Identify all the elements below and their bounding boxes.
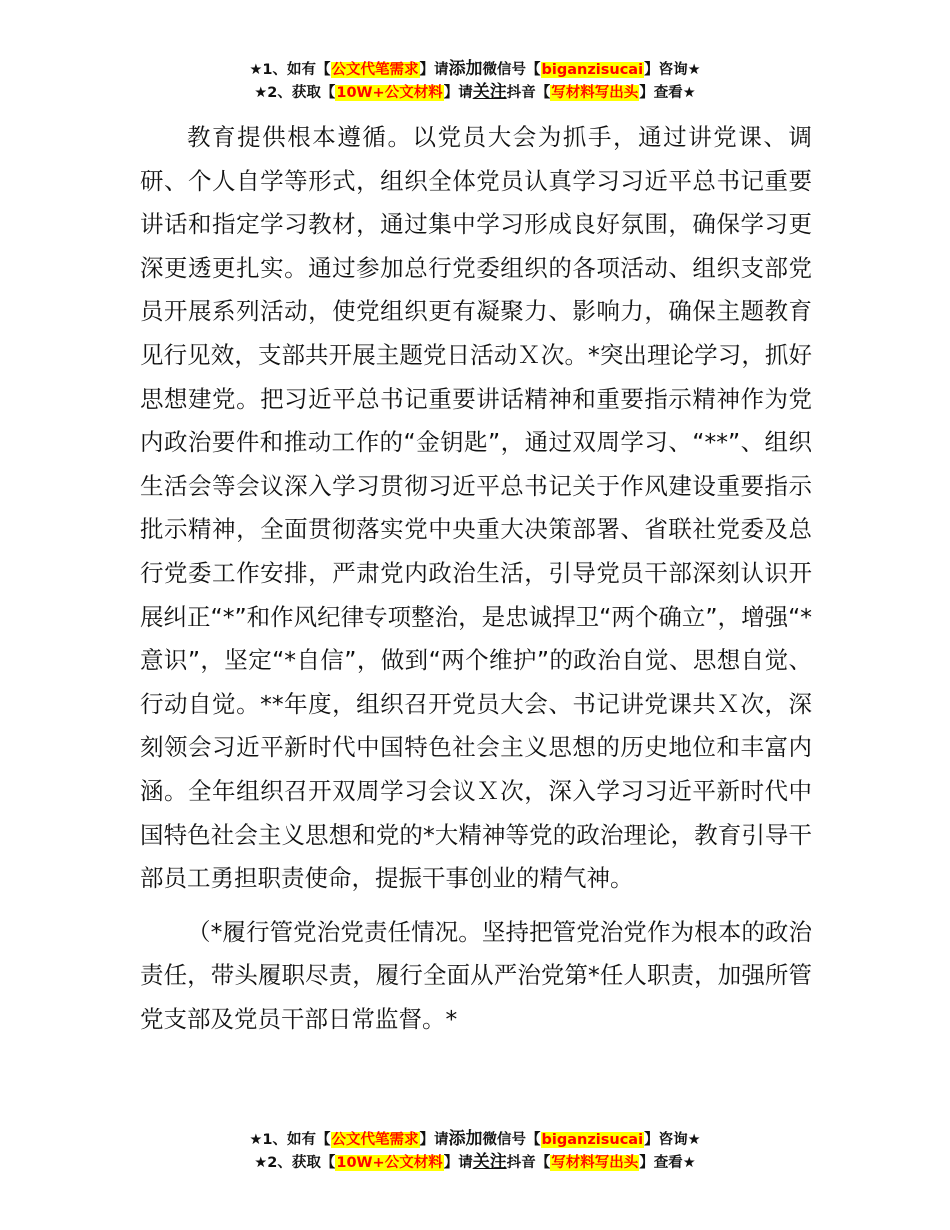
douyin-highlight: 写材料写出头 [551,85,639,101]
douyin-highlight: 写材料写出头 [551,1155,639,1171]
paragraph: （*履行管党治党责任情况。坚持把管党治党作为根本的政治责任，带头履职尽责，履行全面从严治党第*任人职责，加强所管党支部及党员干部日常监督。* [140,917,812,1033]
header-banner [0,58,950,104]
service-highlight: 公文代笔需求 [331,62,419,78]
banner-line-1: ★1、如有【公文代笔需求】请添加微信号【biganzisucai】咨询★ [249,59,701,79]
banner-line-1: ★1、如有【公文代笔需求】请添加微信号【biganzisucai】咨询★ [249,1129,701,1149]
service-highlight: 公文代笔需求 [331,1132,419,1148]
banner-line-2: ★2、获取【10W+公文材料】请关注抖音【写材料写出头】查看★ [254,1152,696,1172]
paragraph: 教育提供根本遵循。以党员大会为抓手，通过讲党课、调研、个人自学等形式，组织全体党员认真学习习近平总书记重要讲话和指定学习教材，通过集中学习形成良好氛围，确保学习更深更透更扎实。通过参加总行党委组织的各项活动、组织支部党员开展系列活动，使党组织更有凝聚力、影响力，确保主题教育见行见效，支部共开展主题党日活动Ｘ次。*突出理论学习，抓好思想建党。把习近平总书记重要讲话精神和重要指示精神作为党内政治要件和推动工作的“金钥匙”，通过双周学习、“**”、组织生活会等会议深入学习贯彻习近平总书记关于作风建设重要指示批示精神，全面贯彻落实党中央重大决策部署、省联社党委及总行党委工作安排，严肃党内政治生活，引导党员干部深刻认识开展纠正“*”和作风纪律专项整治，是忠诚捍卫“两个确立”，增强“*意识”，坚定“*自信”，做到“两个维护”的政治自觉、思想自觉、行动自觉。**年度，组织召开党员大会、书记讲党课共Ｘ次，深刻领会习近平新时代中国特色社会主义思想的历史地位和丰富内涵。全年组织召开双周学习会议Ｘ次，深入学习习近平新时代中国特色社会主义思想和党的*大精神等党的政治理论，教育引导干部员工勇担职责使命，提振干事创业的精气神。 [140,123,812,893]
wechat-id-highlight: biganzisucai [541,62,644,78]
document-body [140,116,812,1041]
materials-highlight: 10W+公文材料 [336,85,443,101]
wechat-id-highlight: biganzisucai [541,1132,644,1148]
materials-highlight: 10W+公文材料 [336,1155,443,1171]
banner-line-2: ★2、获取【10W+公文材料】请关注抖音【写材料写出头】查看★ [254,82,696,102]
footer-banner [0,1128,950,1174]
